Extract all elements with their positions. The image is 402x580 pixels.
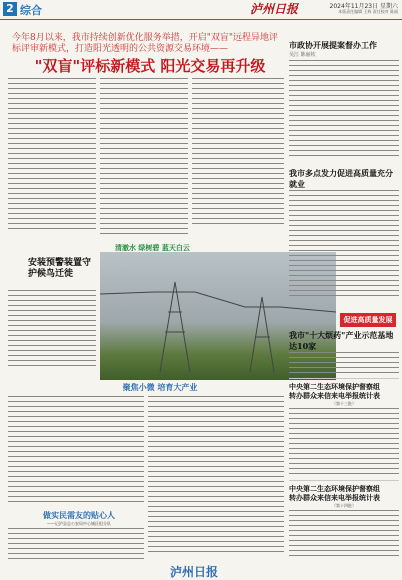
- subhead-small-business: 聚焦小微 培育大产业: [122, 382, 198, 392]
- box-divider: [289, 480, 399, 481]
- article-column: [148, 396, 284, 556]
- article-column: [8, 78, 96, 233]
- dateline: 2024年11月23日 星期六: [329, 3, 398, 10]
- report-table-note: （第十三批）: [332, 401, 356, 406]
- subhead-service: 做实民需友的贴心人: [43, 510, 115, 520]
- side-article: [289, 60, 399, 160]
- box-divider: [289, 378, 399, 379]
- header-rule: [0, 19, 402, 20]
- side-title-pharma: 我市"十大烦药"产业示范基地达10家: [289, 330, 394, 351]
- report-table-title: 中央第二生态环境保护督察组: [289, 485, 380, 493]
- article-column: [8, 528, 144, 560]
- page-number-badge: 2: [3, 2, 17, 16]
- report-table-note: （第十四批）: [332, 503, 356, 508]
- side-article: [289, 352, 399, 374]
- editor-line: 本版责任编辑 王辉 责任校对 陈丽: [338, 9, 398, 14]
- lead-intro: 今年8月以来，我市持续创新优化服务举措，开启"双盲"远程异地评标评审新模式，打造阳光透明的公共资源交易环境——: [12, 33, 279, 54]
- page-headline: "双盲"评标新模式 阳光交易再升级: [34, 57, 266, 75]
- footer-logo: 泸州日报: [170, 565, 219, 579]
- green-banner: 清澈水 绿树碧 蓝天白云: [115, 244, 190, 252]
- article-column: [100, 78, 188, 238]
- red-banner: 促进高质量发展: [340, 313, 396, 327]
- subhead-service-sub: ——记泸县总公安局中心城区组分队: [47, 521, 111, 526]
- report-table-title2: 转办群众来信来电举报统计表: [289, 494, 380, 502]
- report-table-title2: 转办群众来信来电举报统计表: [289, 392, 380, 400]
- report-table-title: 中央第二生态环境保护督察组: [289, 383, 380, 391]
- article-column: [192, 78, 284, 228]
- side-title-cppcc: 市政协开展提案督办工作: [289, 41, 377, 50]
- masthead-logo: 泸州日报: [250, 2, 299, 16]
- article-column: [8, 396, 144, 506]
- side-article: [289, 190, 399, 300]
- side-title-employment: 我市多点发力促进高质量充分就业: [289, 168, 393, 189]
- caption-body: [8, 290, 96, 370]
- section-title: 综合: [20, 4, 42, 17]
- caption-title: 安装预警装置守护候鸟迁徙: [28, 258, 92, 279]
- side-byline: 吴江 陈丽钦: [289, 52, 316, 58]
- report-table-body: [289, 510, 399, 560]
- report-table-body: [289, 408, 399, 478]
